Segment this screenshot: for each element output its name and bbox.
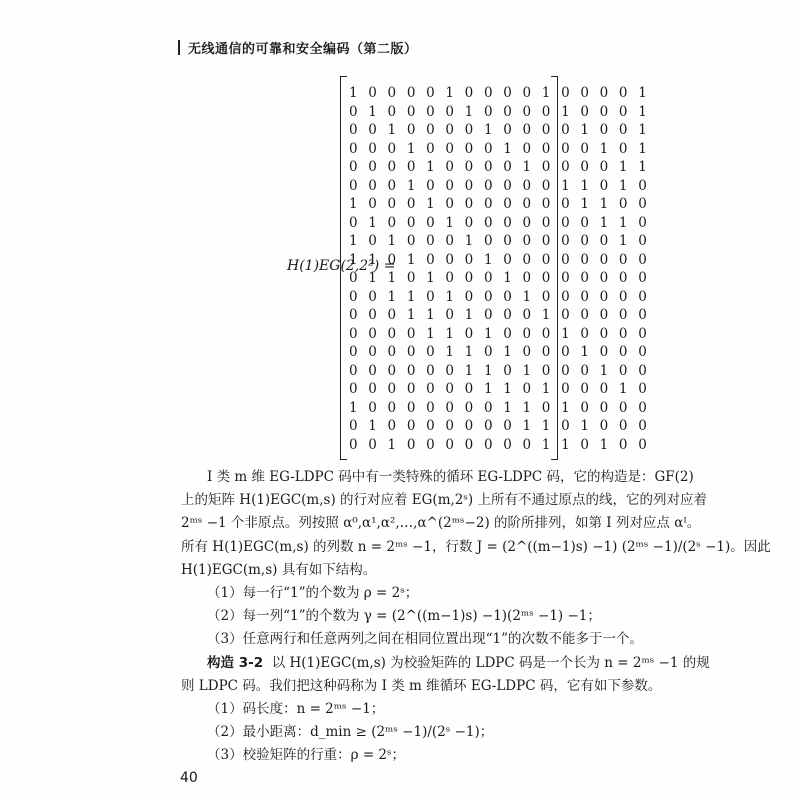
- page-number: 40: [180, 770, 198, 786]
- matrix-label: H(1)EG(2,2²) =: [287, 258, 396, 274]
- matrix-row: 0 1 0 0 0 1 0 0 0 0 0 0 0 1 1 0: [349, 214, 650, 231]
- parity-check-matrix: [340, 76, 650, 460]
- matrix-row: 1 0 0 0 0 0 0 0 1 1 0 1 0 0 0 0: [349, 399, 650, 416]
- property-item: （3）任意两行和任意两列之间在相同位置出现“1”的次数不能多于一个。: [207, 631, 643, 648]
- body-text: [181, 466, 771, 768]
- paragraph-line: 上的矩阵 H(1)EGC(m,s) 的行对应着 EG(m,2ˢ) 上所有不通过原点的线，它的列对应着: [181, 492, 707, 509]
- matrix-row: 0 0 0 1 0 0 0 0 1 0 0 0 0 1 0 1: [349, 140, 650, 157]
- matrix-row: 0 0 0 1 0 0 0 0 0 0 0 1 1 0 1 0: [349, 177, 650, 194]
- matrix-row: 0 0 0 0 1 1 0 1 0 0 0 1 0 0 0 0: [349, 325, 650, 342]
- matrix-row: 1 0 0 0 1 0 0 0 0 0 0 0 1 1 0 0: [349, 196, 650, 212]
- book-title: 无线通信的可靠和安全编码（第二版）: [188, 42, 418, 57]
- matrix-row: 0 0 1 0 0 0 0 0 0 0 1 1 0 1 0 0: [349, 436, 650, 453]
- paragraph-line: 所有 H(1)EGC(m,s) 的列数 n = 2ᵐˢ −1，行数 J = (2^((m−1)s) −1) (2ᵐˢ −1)/(2ˢ −1)。因此: [181, 538, 771, 555]
- matrix-row: 1 0 1 0 0 0 1 0 0 0 0 0 0 0 1 0: [349, 233, 650, 249]
- parameter-item: （2）最小距离：d_min ≥ (2ᵐˢ −1)/(2ˢ −1)；: [207, 724, 494, 741]
- construction-line: 则 LDPC 码。我们把这种码称为 I 类 m 维循环 EG-LDPC 码，它有如下参数。: [181, 677, 662, 694]
- matrix-row: 0 1 0 0 0 0 0 0 0 1 1 0 1 0 0 0: [349, 418, 650, 434]
- parameter-item: （1）码长度：n = 2ᵐˢ −1；: [207, 701, 385, 718]
- construction-line: [181, 652, 710, 675]
- property-item: （1）每一行“1”的个数为 ρ = 2ˢ；: [207, 585, 419, 602]
- parameter-item: （3）校验矩阵的行重：ρ = 2ˢ；: [207, 747, 406, 764]
- paragraph-line: H(1)EGC(m,s) 具有如下结构。: [181, 561, 377, 578]
- matrix-row: 0 0 0 0 0 1 1 0 1 0 0 0 1 0 0 0: [349, 344, 650, 360]
- header-rule: [178, 40, 180, 55]
- construction-text: 以 H(1)EGC(m,s) 为校验矩阵的 LDPC 码是一个长为 n = 2ᵐˢ −1 的规: [271, 654, 710, 671]
- matrix-row: 1 0 0 0 0 1 0 0 0 0 1 0 0 0 0 1: [349, 85, 650, 101]
- matrix-row: 0 1 1 0 1 0 0 0 1 0 0 0 0 0 0 0: [349, 270, 650, 286]
- matrix-row: 0 0 0 0 0 0 0 1 1 0 1 0 0 0 1 0: [349, 381, 650, 397]
- matrix-row: 0 0 0 0 1 0 0 0 0 1 0 0 0 0 1 1: [349, 159, 650, 175]
- matrix-row: 0 0 1 0 0 0 0 1 0 0 0 0 1 0 0 1: [349, 122, 650, 138]
- paragraph-line: I 类 m 维 EG-LDPC 码中有一类特殊的循环 EG-LDPC 码，它的构造是：GF(2): [207, 469, 694, 485]
- matrix-row: 0 0 0 0 0 0 1 1 0 1 0 0 0 1 0 0: [349, 362, 650, 379]
- property-item: （2）每一列“1”的个数为 γ = (2^((m−1)s) −1)(2ᵐˢ −1) −1；: [207, 608, 601, 625]
- construction-label: 构造 3-2: [207, 654, 264, 671]
- paragraph-line: 2ᵐˢ −1 个非原点。列按照 α⁰,α¹,α²,…,α^(2ᵐˢ−2) 的阶所排列，如第 I 列对应点 αᴵ。: [181, 515, 701, 532]
- matrix-row: 0 0 1 1 0 1 0 0 0 1 0 0 0 0 0 0: [349, 288, 650, 305]
- running-header: [178, 38, 418, 57]
- matrix-row: 1 1 0 1 0 0 0 1 0 0 0 0 0 0 0 0: [349, 251, 650, 268]
- matrix-row: 0 0 0 1 1 0 1 0 0 0 1 0 0 0 0 0: [349, 307, 650, 323]
- matrix-row: 0 1 0 0 0 0 1 0 0 0 0 1 0 0 0 1: [349, 103, 650, 120]
